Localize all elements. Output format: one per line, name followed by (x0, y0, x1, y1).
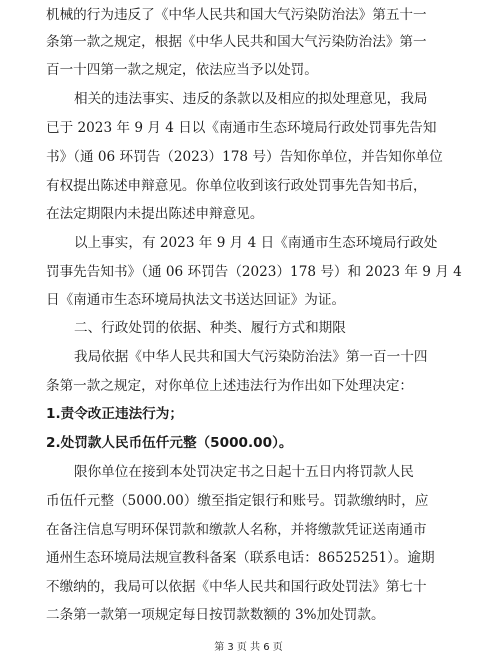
text-line: 百一十四第一款之规定，依法应当予以处罚。 (46, 62, 318, 78)
text-line: 我局依据《中华人民共和国大气污染防治法》第一百一十四 (74, 349, 428, 365)
section-heading: 二、行政处罚的依据、种类、履行方式和期限 (74, 320, 346, 336)
text-line: 书》（通 06 环罚告（2023）178 号）告知你单位，并告知你单位 (46, 149, 443, 165)
text-line: 相关的违法事实、违反的条款以及相应的拟处理意见，我局 (74, 91, 428, 107)
text-line: 条第一款之规定，根据《中华人民共和国大气污染防治法》第一 (46, 34, 427, 50)
text-line: 在备注信息写明环保罚款和缴款人名称，并将缴款凭证送南通市 (46, 522, 427, 538)
decision-item-2: 2.处罚款人民币伍仟元整（5000.00）。 (46, 435, 293, 451)
text-line: 条第一款之规定，对你单位上述违法行为作出如下处理决定： (46, 378, 414, 394)
text-line: 二条第一款第一项规定每日按罚款数额的 3%加处罚款。 (46, 607, 385, 623)
text-line: 通州生态环境局法规宣教科备案（联系电话：86525251）。逾期 (46, 550, 435, 566)
text-line: 有权提出陈述申辩意见。你单位收到该行政处罚事先告知书后， (46, 178, 427, 194)
text-line: 以上事实，有 2023 年 9 月 4 日《南通市生态环境局行政处 (74, 235, 438, 251)
text-line: 日《南通市生态环境局执法文书送达回证》为证。 (46, 292, 346, 308)
decision-item-1: 1.责令改正违法行为； (46, 406, 183, 422)
text-line: 罚事先告知书》（通 06 环罚告（2023）178 号）和 2023 年 9 月 4 (46, 264, 462, 280)
text-line: 机械的行为违反了《中华人民共和国大气污染防治法》第五十一 (46, 7, 427, 23)
text-line: 限你单位在接到本处罚决定书之日起十五日内将罚款人民 (74, 464, 414, 480)
text-line: 已于 2023 年 9 月 4 日以《南通市生态环境局行政处罚事先告知 (46, 120, 437, 136)
text-line: 币伍仟元整（5000.00）缴至指定银行和账号。罚款缴纳时，应 (46, 493, 429, 509)
page-number: 第 3 页 共 6 页 (214, 642, 283, 653)
text-line: 不缴纳的，我局可以依据《中华人民共和国行政处罚法》第七十 (46, 579, 427, 595)
text-line: 在法定期限内未提出陈述申辩意见。 (46, 206, 264, 222)
